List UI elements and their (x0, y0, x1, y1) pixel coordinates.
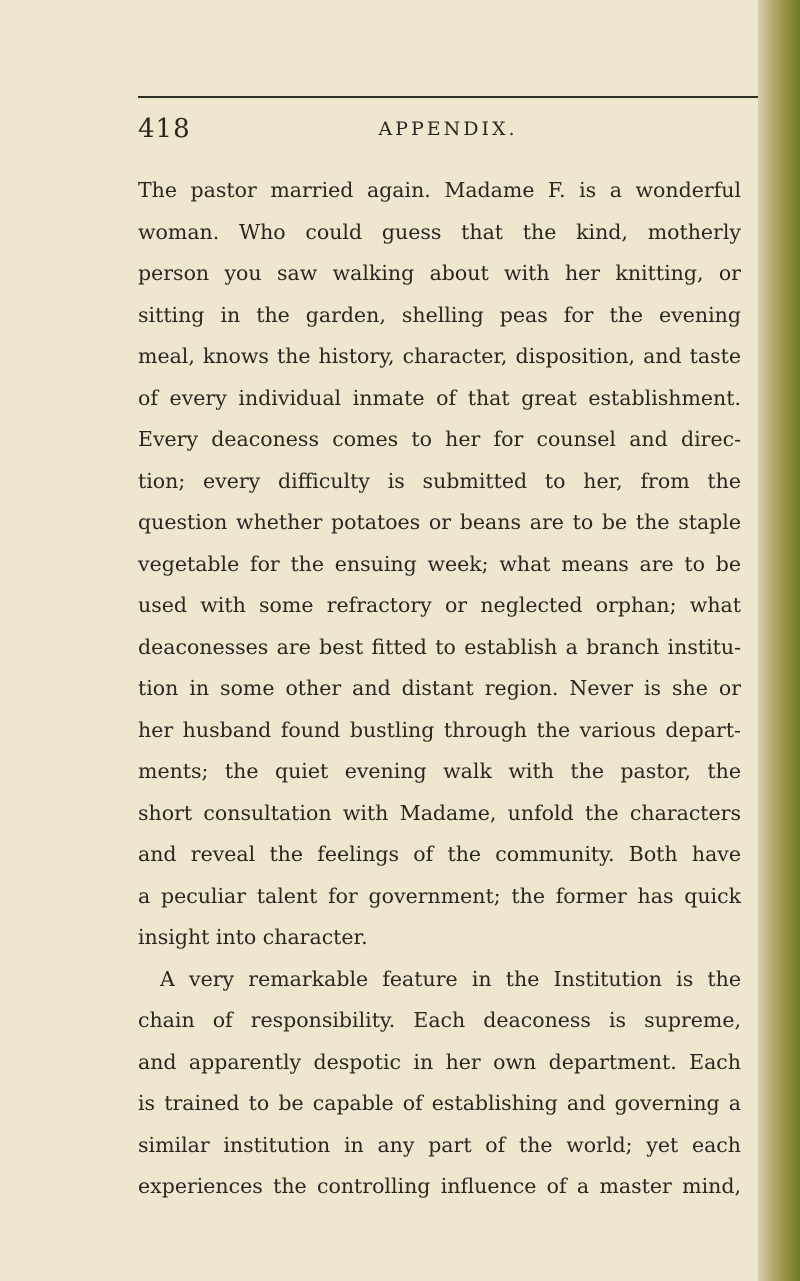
text-line: woman. Who could guess that the kind, motherly (138, 219, 741, 244)
text-line: of every individual inmate of that great establishment. (138, 385, 741, 410)
text-line: question whether potatoes or beans are to be the staple (138, 510, 741, 534)
page-edge (758, 0, 800, 1281)
text-line: short consultation with Madame, unfold the characters (138, 800, 741, 825)
text-line: meal, knows the history, character, disposition, and taste (138, 344, 741, 368)
text-line: tion in some other and distant region. Never is she or (138, 676, 741, 700)
page-header (138, 114, 758, 150)
text-line: chain of responsibility. Each deaconess is supreme, (138, 1008, 741, 1032)
text-line: The pastor married again. Madame F. is a wonderful (138, 178, 741, 202)
text-line: ments; the quiet evening walk with the pastor, the (138, 759, 741, 783)
page-number: 418 (138, 114, 191, 144)
text-line: tion; every difficulty is submitted to her, from the (138, 468, 741, 493)
text-line: A very remarkable feature in the Institution is the (160, 966, 741, 991)
text-line: person you saw walking about with her knitting, or (138, 261, 741, 285)
running-head: APPENDIX. (378, 118, 518, 140)
text-line: deaconesses are best fitted to establish a branch institu- (138, 634, 741, 659)
text-line: similar institution in any part of the world; yet each (138, 1132, 741, 1157)
text-line: a peculiar talent for government; the former has quick (138, 883, 741, 908)
header-rule (138, 96, 758, 98)
body-text (138, 170, 741, 1208)
text-line: and reveal the feelings of the community. Both have (138, 842, 741, 866)
text-line: used with some refractory or neglected orphan; what (138, 593, 741, 617)
text-line: insight into character. (138, 925, 368, 949)
text-line: is trained to be capable of establishing and governing a (138, 1091, 741, 1115)
text-line: sitting in the garden, shelling peas for the evening (138, 302, 741, 327)
text-line: experiences the controlling influence of a master mind, (138, 1174, 741, 1198)
text-line: Every deaconess comes to her for counsel and direc- (138, 427, 741, 451)
text-line: and apparently despotic in her own department. Each (138, 1049, 741, 1074)
text-line: her husband found bustling through the various depart- (138, 717, 741, 742)
text-line: vegetable for the ensuing week; what means are to be (138, 551, 741, 576)
